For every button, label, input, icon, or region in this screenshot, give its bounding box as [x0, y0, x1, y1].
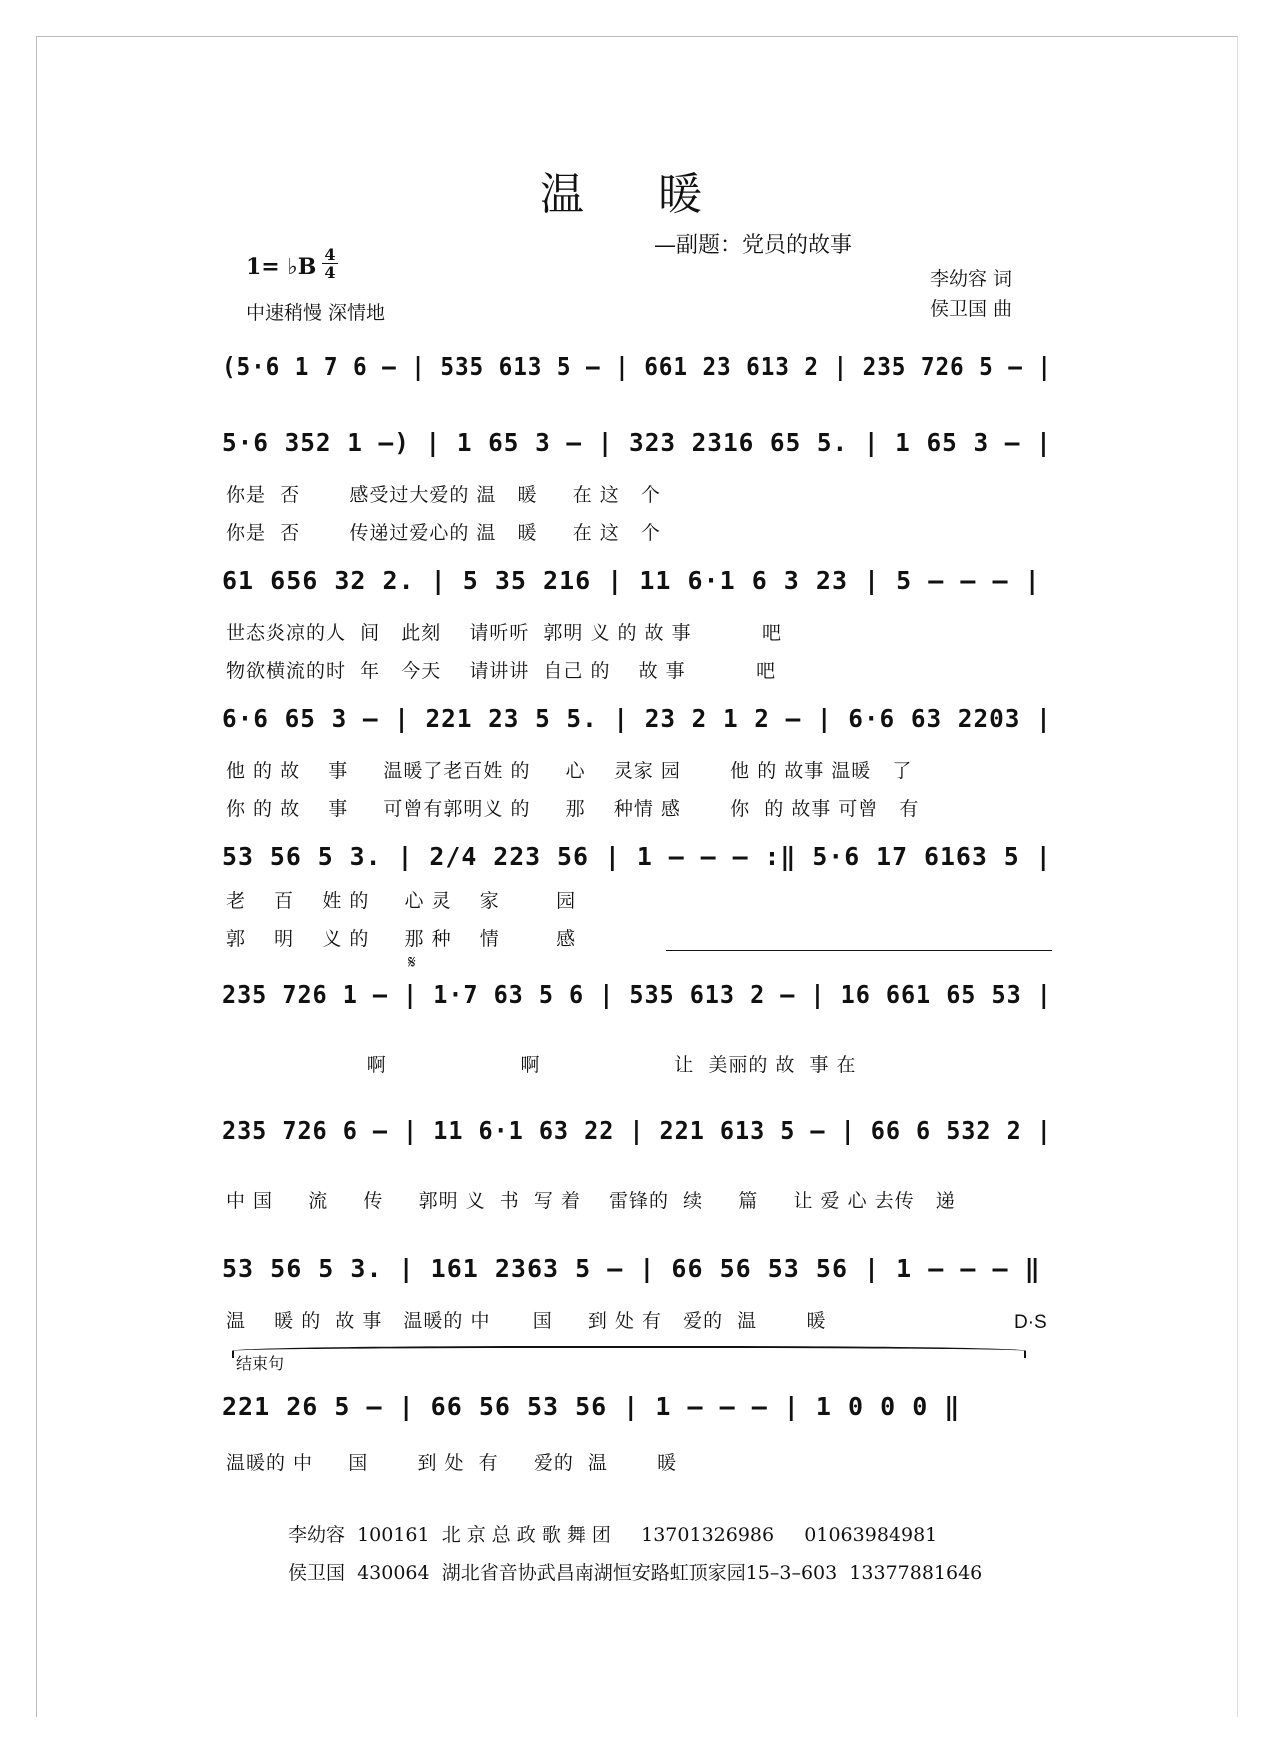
notation-text: 235 726 6 – | 11 6·1 63 22 | 221 613 5 – | 66 6 532 2 | — [222, 1116, 1052, 1145]
time-signature-top: 4 — [324, 245, 336, 264]
ds-mark: D·S — [1014, 1312, 1047, 1333]
lyric-line-8: 温 暖 的 故 事 温暖的 中 国 到 处 有 爱的 温 暖 — [226, 1310, 827, 1332]
lyric-line-3-verse-2: 物欲横流的时 年 今天 请讲讲 自己 的 故 事 吧 — [226, 660, 777, 682]
lyric-line-6: 啊 啊 让 美丽的 故 事 在 — [226, 1054, 857, 1076]
contact-lyricist: 李幼容 100161 北 京 总 政 歌 舞 团 13701326986 01063984981 — [288, 1524, 938, 1546]
notation-text: 6·6 65 3 – | 221 23 5 5. | 23 2 1 2 – | 6·6 63 2203 | — [222, 704, 1052, 733]
segno-icon: 𝄋 — [408, 952, 416, 973]
coda-bracket — [232, 1346, 1026, 1358]
time-signature-bottom: 4 — [322, 263, 338, 281]
lyric-line-2-verse-2: 你是 否 传递过爱心的 温 暖 在 这 个 — [226, 522, 661, 544]
notation-text: 221 26 5 – | 66 56 53 56 | 1 – – – | 1 0 0 0 ‖ — [222, 1392, 961, 1421]
tempo-marking: 中速稍慢 深情地 — [246, 302, 386, 324]
lyric-line-4-verse-1: 他 的 故 事 温暖了老百姓 的 心 灵家 园 他 的 故事 温暖 了 — [226, 760, 913, 782]
lyric-line-5-verse-1: 老 百 姓 的 心 灵 家 园 — [226, 890, 577, 912]
composer-credit: 侯卫国 曲 — [930, 298, 1013, 320]
lyric-line-5-verse-2: 郭 明 义 的 那 种 情 感 — [226, 928, 577, 950]
verse-bracket-line — [666, 950, 1052, 951]
notation-text: 235 726 1 – | 1·7 63 5 6 | 535 613 2 – | 16 661 65 53 | — [222, 980, 1052, 1009]
notation-text: (5·6 1 7 6 – | 535 613 5 – | 661 23 613 2 | 235 726 5 – | — [222, 352, 1052, 381]
lyric-line-3-verse-1: 世态炎凉的人 间 此刻 请听听 郭明 义 的 故 事 吧 — [226, 622, 782, 644]
lyric-line-4-verse-2: 你 的 故 事 可曾有郭明义 的 那 种情 感 你 的 故事 可曾 有 — [226, 798, 920, 820]
lyric-line-9: 温暖的 中 国 到 处 有 爱的 温 暖 — [226, 1452, 678, 1474]
notation-text: 61 656 32 2. | 5 35 216 | 11 6·1 6 3 23 | 5 – – – | — [222, 566, 1041, 595]
lyric-line-2-verse-1: 你是 否 感受过大爱的 温 暖 在 这 个 — [226, 484, 661, 506]
notation-text: 53 56 5 3. | 2/4 223 56 | 1 – – – :‖ 5·6 17 6163 5 | — [222, 842, 1052, 871]
notation-text: 53 56 5 3. | 161 2363 5 – | 66 56 53 56 | 1 – – – ‖ — [222, 1254, 1041, 1283]
lyric-line-7: 中 国 流 传 郭明 义 书 写 着 雷锋的 续 篇 让 爱 心 去传 递 — [226, 1190, 956, 1212]
song-subtitle: —副题：党员的故事 — [654, 233, 853, 258]
notation-text: 5·6 352 1 –) | 1 65 3 – | 323 2316 65 5. | 1 65 3 – | — [222, 428, 1052, 457]
time-signature — [322, 246, 338, 281]
lyricist-credit: 李幼容 词 — [930, 268, 1013, 290]
song-title: 温 暖 — [540, 169, 732, 220]
key-signature: 1= ♭B — [246, 254, 317, 280]
coda-label: 结束句 — [236, 1354, 285, 1373]
contact-composer: 侯卫国 430064 湖北省音协武昌南湖恒安路虹顶家园15–3–603 13377881646 — [288, 1562, 983, 1584]
